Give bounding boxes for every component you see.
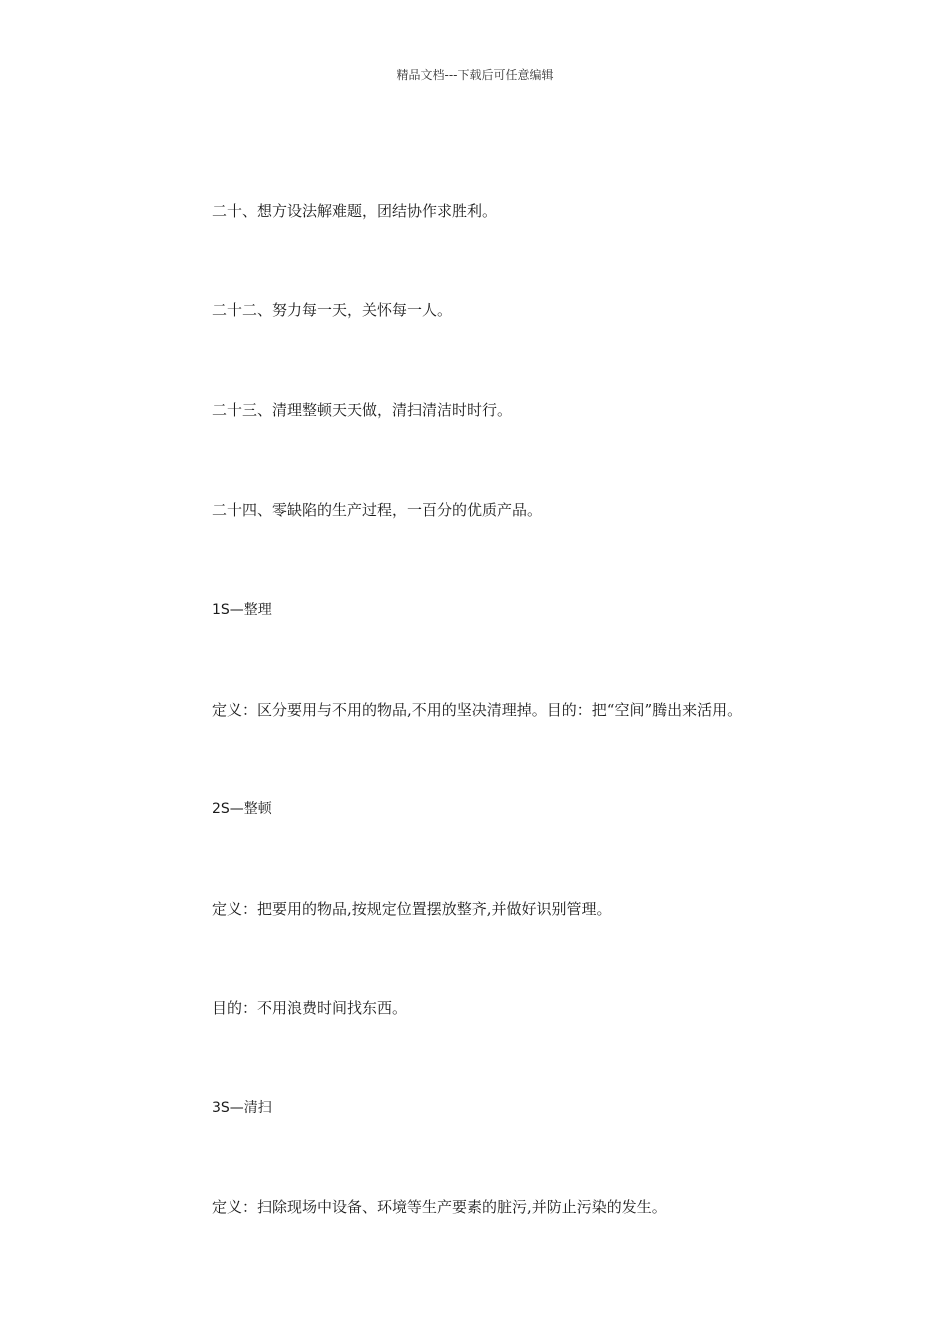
paragraph-2s-definition: 定义：把要用的物品,按规定位置摆放整齐,并做好识别管理。	[212, 900, 612, 918]
paragraph-slogan-24: 二十四、零缺陷的生产过程，一百分的优质产品。	[212, 501, 543, 519]
section-heading-3s: 3S—清扫	[212, 1100, 272, 1116]
paragraph-1s-definition: 定义：区分要用与不用的物品,不用的坚决清理掉。目的：把“空间”腾出来活用。	[212, 701, 743, 719]
page-header: 精品文档---下载后可任意编辑	[396, 68, 554, 82]
paragraph-slogan-22: 二十二、努力每一天，关怀每一人。	[212, 301, 453, 319]
paragraph-slogan-23: 二十三、清理整顿天天做，清扫清洁时时行。	[212, 401, 513, 419]
paragraph-3s-definition: 定义：扫除现场中设备、环境等生产要素的脏污,并防止污染的发生。	[212, 1198, 667, 1216]
paragraph-2s-purpose: 目的：不用浪费时间找东西。	[212, 999, 408, 1017]
section-heading-2s: 2S—整顿	[212, 801, 272, 817]
section-heading-1s: 1S—整理	[212, 602, 272, 618]
paragraph-slogan-20: 二十、想方设法解难题，团结协作求胜利。	[212, 202, 498, 220]
